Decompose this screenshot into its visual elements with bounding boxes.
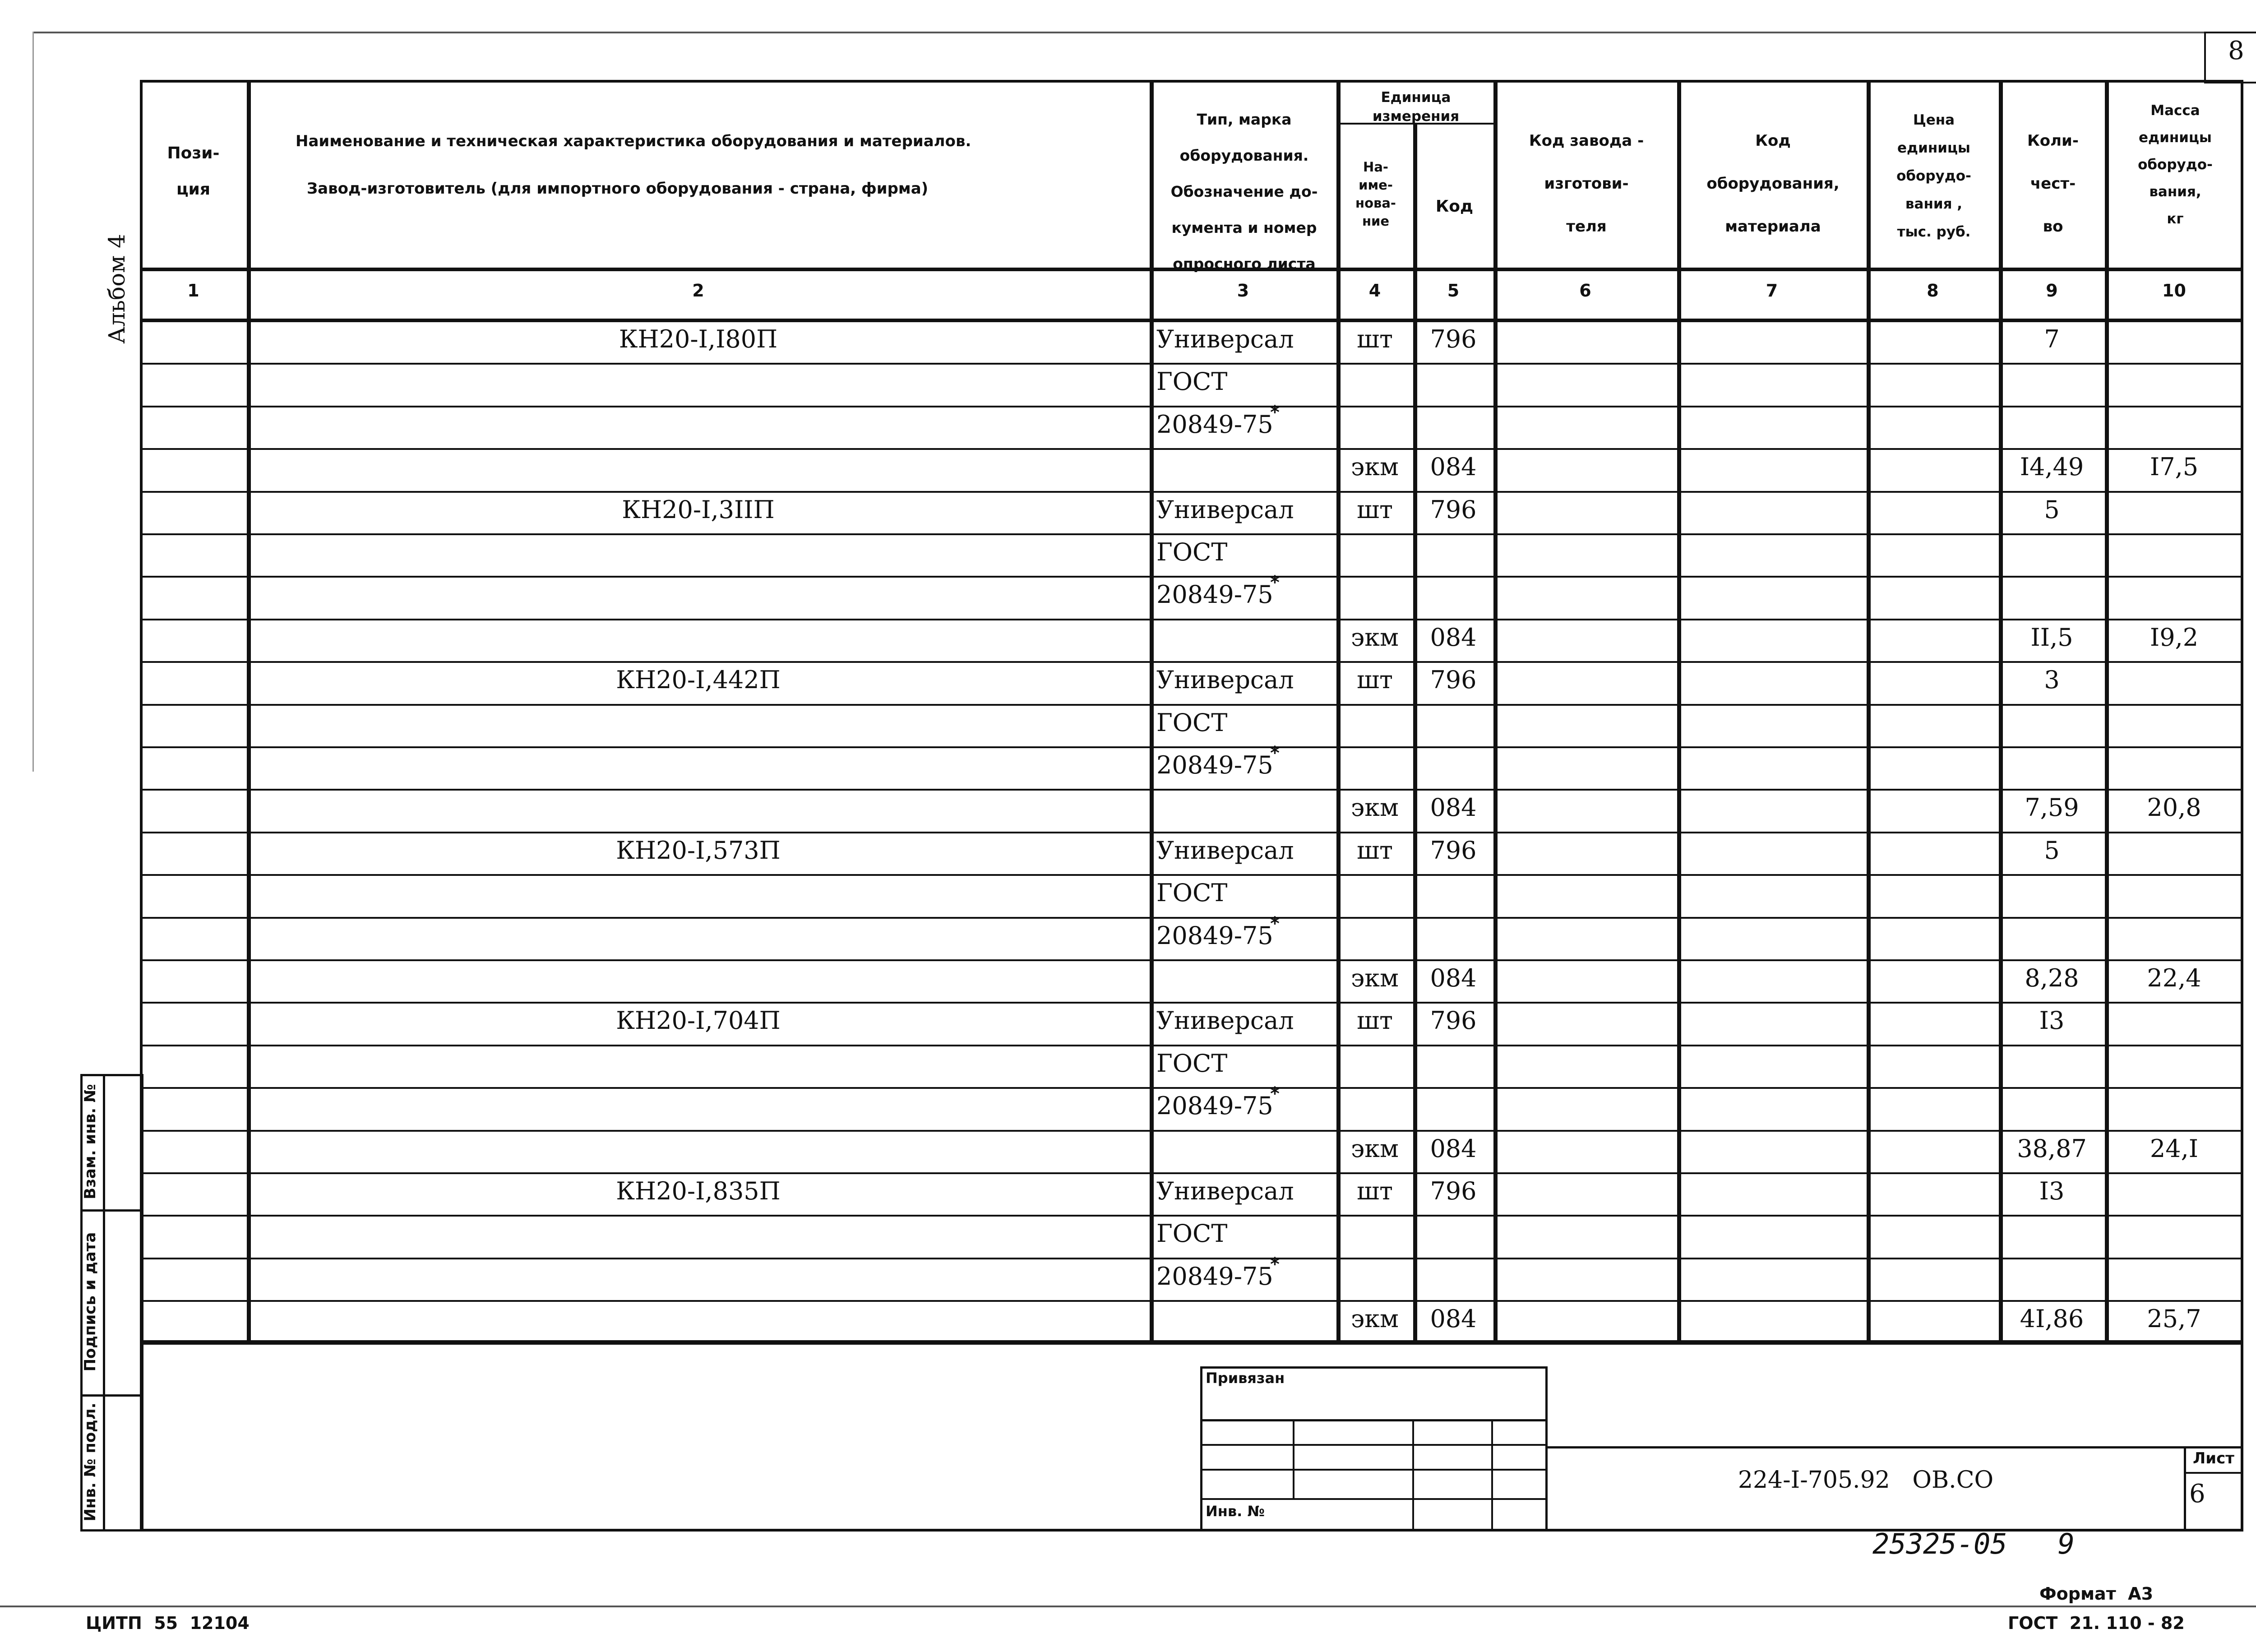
item-unit-code-2: 084 (1430, 964, 1477, 992)
row-divider (140, 1172, 2243, 1174)
stamp-line-3 (1200, 1469, 1548, 1471)
item-name: КН20-I,704П (616, 1006, 781, 1035)
colnum-7: 7 (1766, 281, 1778, 301)
stamp-line-4 (1200, 1498, 1548, 1500)
item-unit-2: экм (1351, 1305, 1399, 1333)
item-quantity-2: 4I,86 (2020, 1305, 2084, 1333)
item-quantity-2: II,5 (2030, 623, 2073, 652)
item-doc-number: 20849-75 (1156, 1092, 1273, 1120)
doc-star-mark: * (1270, 1254, 1280, 1275)
item-unit-2: экм (1351, 964, 1399, 992)
row-divider (140, 576, 2243, 578)
item-unit: шт (1356, 1006, 1393, 1035)
row-divider (140, 363, 2243, 365)
item-unit-code: 796 (1430, 666, 1477, 694)
item-unit-code: 796 (1430, 836, 1477, 865)
item-unit-code-2: 084 (1430, 1305, 1477, 1333)
doc-star-mark: * (1270, 402, 1280, 423)
colnum-bottom-line (140, 319, 2243, 322)
item-name: КН20-I,3IIП (622, 495, 775, 524)
item-quantity-2: 8,28 (2025, 964, 2079, 992)
row-divider (140, 1215, 2243, 1217)
item-name: КН20-I,I80П (619, 325, 778, 353)
side-label-inv-podl: Инв. № подл. (81, 1402, 99, 1522)
item-gost: ГОСТ (1156, 708, 1228, 737)
header-name-line1: Наименование и техническая характеристика оборудования и материалов. (296, 132, 971, 150)
item-mass: 20,8 (2147, 793, 2201, 822)
item-quantity-2: I4,49 (2020, 453, 2084, 481)
row-divider (140, 874, 2243, 876)
sheet-outer-top (32, 32, 2256, 33)
item-unit-code-2: 084 (1430, 793, 1477, 822)
item-unit-code-2: 084 (1430, 623, 1477, 652)
item-quantity: 7 (2044, 325, 2060, 353)
row-divider (140, 832, 2243, 833)
doc-star-mark: * (1270, 913, 1280, 934)
doc-star-mark: * (1270, 572, 1280, 593)
item-unit-code: 796 (1430, 495, 1477, 524)
stamp-vline-1 (1293, 1419, 1294, 1498)
item-quantity: 3 (2044, 666, 2060, 694)
item-unit: шт (1356, 1177, 1393, 1205)
row-divider (140, 1300, 2243, 1302)
item-unit-code-2: 084 (1430, 453, 1477, 481)
item-unit-2: экм (1351, 623, 1399, 652)
colnum-9: 9 (2046, 281, 2058, 301)
item-type: Универсал (1156, 495, 1294, 524)
item-unit-code: 796 (1430, 325, 1477, 353)
corner-number: 8 (2228, 36, 2244, 65)
item-unit: шт (1356, 325, 1393, 353)
item-quantity-2: 7,59 (2025, 793, 2079, 822)
row-divider (140, 1130, 2243, 1132)
designation-top-line (1548, 1446, 2243, 1448)
album-label: Альбом 4 (104, 234, 130, 344)
row-divider (140, 406, 2243, 407)
item-quantity: I3 (2039, 1177, 2065, 1205)
header-type: Тип, марка оборудования. Обозначение до- кумента и номер опросного листа (1170, 111, 1318, 273)
item-quantity: I3 (2039, 1006, 2065, 1035)
stamp-vline-3 (1491, 1419, 1493, 1532)
header-factory-code: Код завода - изготови- теля (1529, 132, 1644, 236)
header-unit-name: На- име- нова- ние (1355, 159, 1396, 229)
row-divider (140, 661, 2243, 663)
handwritten-archive-number: 25325-05 9 (1872, 1527, 2075, 1560)
row-divider (140, 448, 2243, 450)
header-unit-group: Единица измерения (1372, 89, 1460, 125)
col-line-5 (1493, 80, 1498, 1342)
item-unit-code: 796 (1430, 1006, 1477, 1035)
footer-left: ЦИТП 55 12104 (86, 1613, 250, 1633)
col-line-6 (1677, 80, 1681, 1342)
item-type: Универсал (1156, 666, 1294, 694)
header-equipment-code: Код оборудования, материала (1706, 132, 1840, 236)
col-line-7 (1867, 80, 1871, 1342)
colnum-3: 3 (1237, 281, 1249, 301)
row-divider (140, 746, 2243, 748)
doc-star-mark: * (1270, 743, 1280, 764)
item-unit-code-2: 084 (1430, 1134, 1477, 1163)
item-unit: шт (1356, 836, 1393, 865)
item-doc-number: 20849-75 (1156, 751, 1273, 779)
item-unit-2: экм (1351, 1134, 1399, 1163)
item-gost: ГОСТ (1156, 1049, 1228, 1078)
row-divider (140, 1087, 2243, 1089)
stamp-line-1 (1200, 1419, 1548, 1421)
item-gost: ГОСТ (1156, 538, 1228, 566)
sheet-outer-left (32, 32, 34, 772)
item-name: КН20-I,442П (616, 666, 781, 694)
item-gost: ГОСТ (1156, 367, 1228, 396)
header-unit-code: Код (1435, 197, 1474, 216)
colnum-6: 6 (1579, 281, 1591, 301)
item-quantity-2: 38,87 (2017, 1134, 2087, 1163)
item-gost: ГОСТ (1156, 879, 1228, 907)
header-quantity: Коли- чест- во (2027, 132, 2079, 236)
footer-line (0, 1606, 2256, 1607)
item-gost: ГОСТ (1156, 1219, 1228, 1248)
item-type: Универсал (1156, 1177, 1294, 1205)
item-doc-number: 20849-75 (1156, 410, 1273, 439)
row-divider (140, 1045, 2243, 1046)
header-price: Цена единицы оборудо- вания , тыс. руб. (1896, 112, 1971, 240)
row-divider (140, 1002, 2243, 1004)
item-name: КН20-I,835П (616, 1177, 781, 1205)
designation: 224-I-705.92 ОВ.СО (1738, 1467, 1994, 1494)
item-mass: 22,4 (2147, 964, 2201, 992)
row-divider (140, 789, 2243, 791)
row-divider (140, 917, 2243, 919)
colnum-10: 10 (2162, 281, 2186, 301)
item-quantity: 5 (2044, 495, 2060, 524)
footer-gost: ГОСТ 21. 110 - 82 (2008, 1613, 2185, 1633)
row-divider (140, 533, 2243, 535)
item-quantity: 5 (2044, 836, 2060, 865)
row-divider (140, 619, 2243, 620)
item-mass: I9,2 (2150, 623, 2199, 652)
header-mass: Масса единицы оборудо- вания, кг (2138, 102, 2213, 227)
colnum-2: 2 (692, 281, 704, 301)
item-type: Универсал (1156, 325, 1294, 353)
footer-format: Формат А3 (2039, 1584, 2154, 1604)
stamp-inv-no: Инв. № (1206, 1503, 1265, 1520)
item-mass: 24,I (2150, 1134, 2199, 1163)
stamp-line-2 (1200, 1444, 1548, 1446)
row-divider (140, 704, 2243, 706)
item-doc-number: 20849-75 (1156, 580, 1273, 609)
item-doc-number: 20849-75 (1156, 921, 1273, 950)
item-type: Универсал (1156, 1006, 1294, 1035)
col-line-1 (247, 80, 251, 1342)
item-doc-number: 20849-75 (1156, 1262, 1273, 1291)
item-mass: I7,5 (2150, 453, 2199, 481)
item-name: КН20-I,573П (616, 836, 781, 865)
item-unit-code: 796 (1430, 1177, 1477, 1205)
colnum-8: 8 (1927, 281, 1939, 301)
item-unit: шт (1356, 495, 1393, 524)
colnum-5: 5 (1447, 281, 1460, 301)
item-type: Универсал (1156, 836, 1294, 865)
list-number: 6 (2189, 1479, 2205, 1509)
doc-star-mark: * (1270, 1083, 1280, 1104)
side-label-podpis: Подпись и дата (81, 1232, 99, 1372)
colnum-1: 1 (187, 281, 199, 301)
list-label: Лист (2193, 1449, 2234, 1467)
side-label-vzam: Взам. инв. № (81, 1084, 99, 1199)
row-divider (140, 1258, 2243, 1259)
colnum-4: 4 (1368, 281, 1381, 301)
row-divider (140, 959, 2243, 961)
item-mass: 25,7 (2147, 1305, 2201, 1333)
item-unit: шт (1356, 666, 1393, 694)
item-unit-2: экм (1351, 793, 1399, 822)
list-label-line (2184, 1472, 2243, 1474)
stamp-privyazan: Привязан (1206, 1370, 1285, 1387)
row-divider (140, 491, 2243, 493)
header-position: Пози- ция (167, 144, 220, 199)
item-unit-2: экм (1351, 453, 1399, 481)
stamp-vline-2 (1412, 1419, 1414, 1532)
row-divider (140, 1343, 2243, 1345)
header-name-line2: Завод-изготовитель (для импортного оборудования - страна, фирма) (307, 180, 929, 198)
